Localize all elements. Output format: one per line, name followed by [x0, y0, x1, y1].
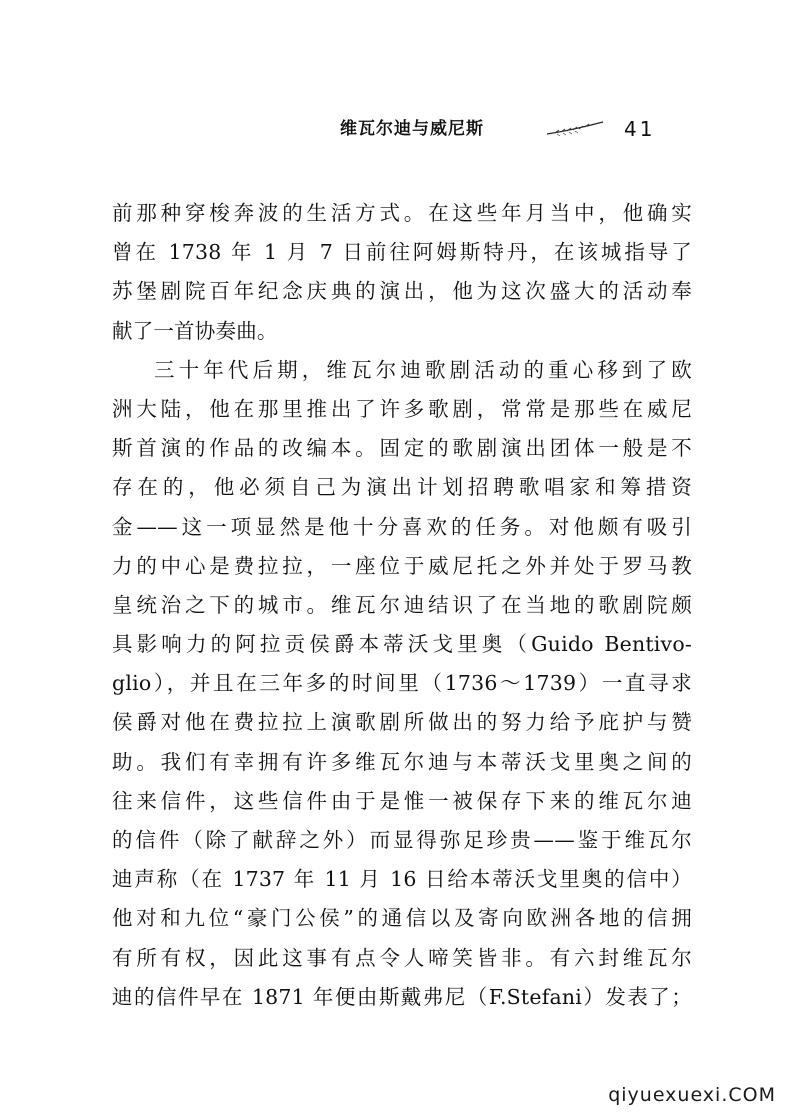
text-line: 斯首演的作品的改编本。固定的歌剧演出团体一般是不: [112, 436, 692, 461]
text-line: 具影响力的阿拉贡侯爵本蒂沃戈里奥（Guido Bentivo-: [112, 632, 692, 657]
text-line: 迪声称（在 1737 年 11 月 16 日给本蒂沃戈里奥的信中）: [112, 867, 692, 892]
text-line: 金——这一项显然是他十分喜欢的任务。对他颇有吸引: [112, 514, 692, 539]
text-line: 皇统治之下的城市。维瓦尔迪结识了在当地的歌剧院颇: [112, 592, 692, 617]
site-watermark: qiyuexuexi.COM: [608, 1084, 776, 1106]
text-line: 的信件（除了献辞之外）而显得弥足珍贵——鉴于维瓦尔: [112, 828, 692, 852]
text-line: 力的中心是费拉拉，一座位于威尼托之外并处于罗马教: [112, 553, 692, 578]
text-line: 他对和九位“豪门公侯”的通信以及寄向欧洲各地的信拥: [112, 906, 692, 931]
text-line: 苏堡剧院百年纪念庆典的演出，他为这次盛大的活动奉: [112, 279, 692, 304]
text-line: glio），并且在三年多的时间里（1736～1739）一直寻求: [112, 671, 692, 696]
page-number: 41: [624, 117, 656, 141]
text-line: 曾在 1738 年 1 月 7 日前往阿姆斯特丹，在该城指导了: [112, 240, 692, 265]
body-text: [112, 194, 692, 1017]
text-line: 洲大陆，他在那里推出了许多歌剧，常常是那些在威尼: [112, 396, 692, 421]
text-line: 存在的，他必须自己为演出计划招聘歌唱家和筹措资: [112, 475, 692, 500]
paragraph-end-line: 献了一首协奏曲。: [112, 318, 278, 343]
text-line: 助。我们有幸拥有许多维瓦尔迪与本蒂沃戈里奥之间的: [112, 749, 692, 774]
text-line: 前那种穿梭奔波的生活方式。在这些年月当中，他确实: [112, 201, 692, 225]
text-line: 有所有权，因此这事有点令人啼笑皆非。有六封维瓦尔: [112, 945, 692, 970]
text-line: 往来信件，这些信件由于是惟一被保存下来的维瓦尔迪: [112, 788, 692, 813]
paragraph-start-line: 三十年代后期，维瓦尔迪歌剧活动的重心移到了欧: [154, 357, 692, 382]
feather-ornament-icon: [545, 120, 605, 138]
running-header: [340, 116, 670, 146]
text-line: 侯爵对他在费拉拉上演歌剧所做出的努力给予庇护与赞: [112, 710, 692, 735]
text-line: 迪的信件早在 1871 年便由斯戴弗尼（F.Stefani）发表了；: [112, 984, 692, 1009]
header-title: 维瓦尔迪与威尼斯: [340, 119, 484, 139]
